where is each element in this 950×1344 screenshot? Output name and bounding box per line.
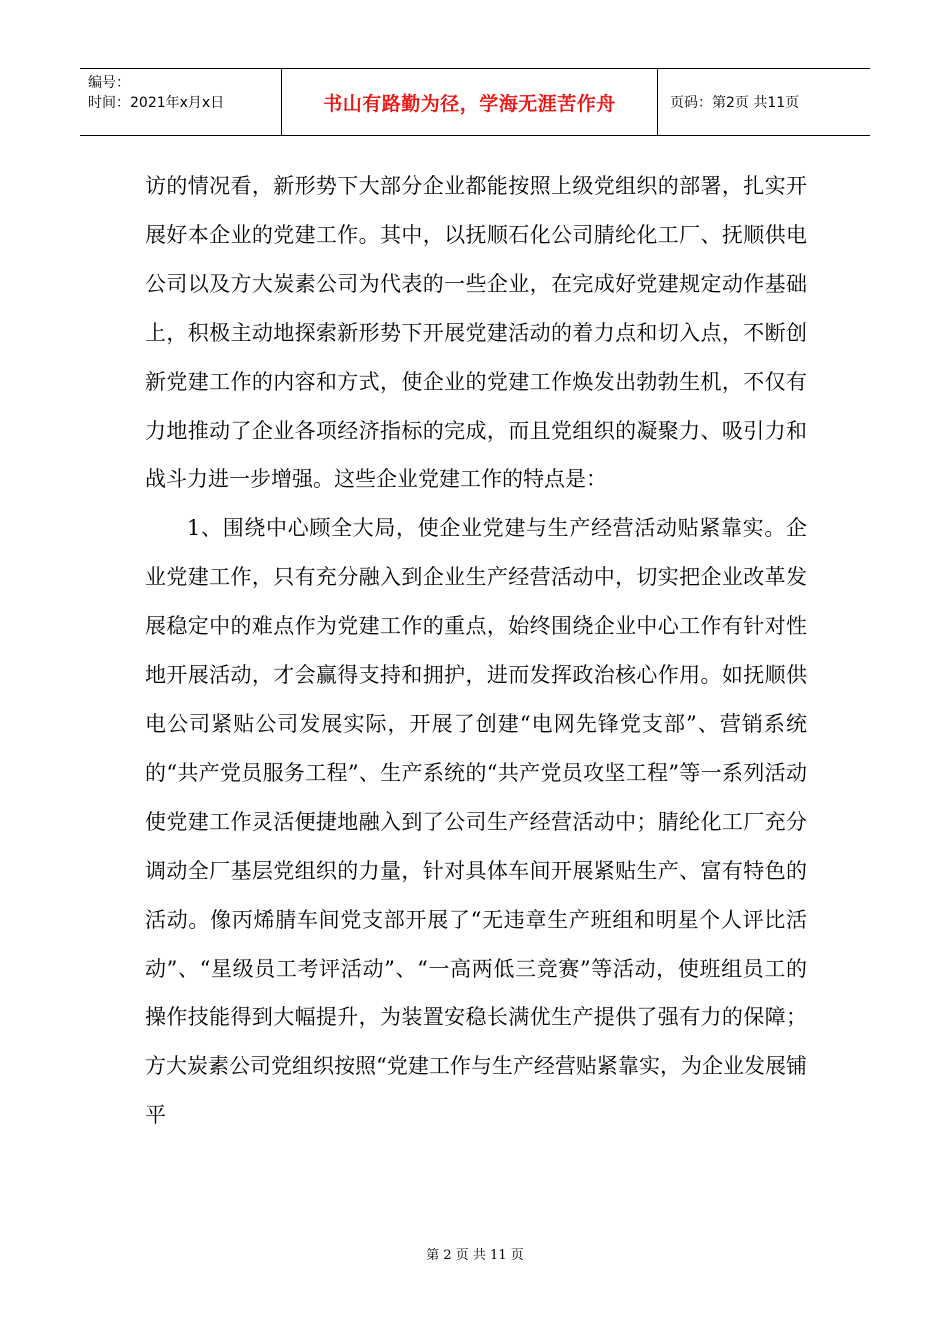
document-time-label: 时间：2021年x月x日: [88, 95, 225, 111]
header-meta-cell: [80, 69, 282, 135]
header-motto: 书山有路勤为径，学海无涯苦作舟: [323, 92, 616, 115]
body-paragraph-section-1: 1、围绕中心顾全大局，使企业党建与生产经营活动贴紧靠实。企业党建工作，只有充分融入到企业生产经营活动中，切实把企业改革发展稳定中的难点作为党建工作的重点，始终围绕企业中心工作有针对性地开展活动，才会赢得支持和拥护，进而发挥政治核心作用。如抚顺供电公司紧贴公司发展实际，开展了创建“电网先锋党支部”、营销系统的“共产党员服务工程”、生产系统的“共产党员攻坚工程”等一系列活动使党建工作灵活便捷地融入到了公司生产经营活动中；腈纶化工厂充分调动全厂基层党组织的力量，针对具体车间开展紧贴生产、富有特色的活动。像丙烯腈车间党支部开展了“无违章生产班组和明星个人评比活动”、“星级员工考评活动”、“一高两低三竞赛”等活动，使班组员工的操作技能得到大幅提升，为装置安稳长满优生产提供了强有力的保障；方大炭素公司党组织按照“党建工作与生产经营贴紧靠实，为企业发展铺平: [145, 516, 807, 1128]
body-paragraph-continued: 访的情况看，新形势下大部分企业都能按照上级党组织的部署，扎实开展好本企业的党建工作。其中，以抚顺石化公司腈纶化工厂、抚顺供电公司以及方大炭素公司为代表的一些企业，在完成好党建规定动作基础上，积极主动地探索新形势下开展党建活动的着力点和切入点，不断创新党建工作的内容和方式，使企业的党建工作焕发出勃勃生机，不仅有力地推动了企业各项经济指标的完成，而且党组织的凝聚力、吸引力和战斗力进一步增强。这些企业党建工作的特点是：: [145, 174, 807, 492]
document-number-label: 编号：: [88, 75, 130, 91]
page-header: [80, 68, 870, 136]
document-body: [145, 162, 807, 1140]
header-page-cell: [658, 69, 870, 135]
header-page-info: 页码：第2页 共11页: [670, 95, 800, 111]
page-footer: 第 2 页 共 11 页: [426, 1248, 524, 1263]
header-motto-cell: [282, 69, 658, 135]
